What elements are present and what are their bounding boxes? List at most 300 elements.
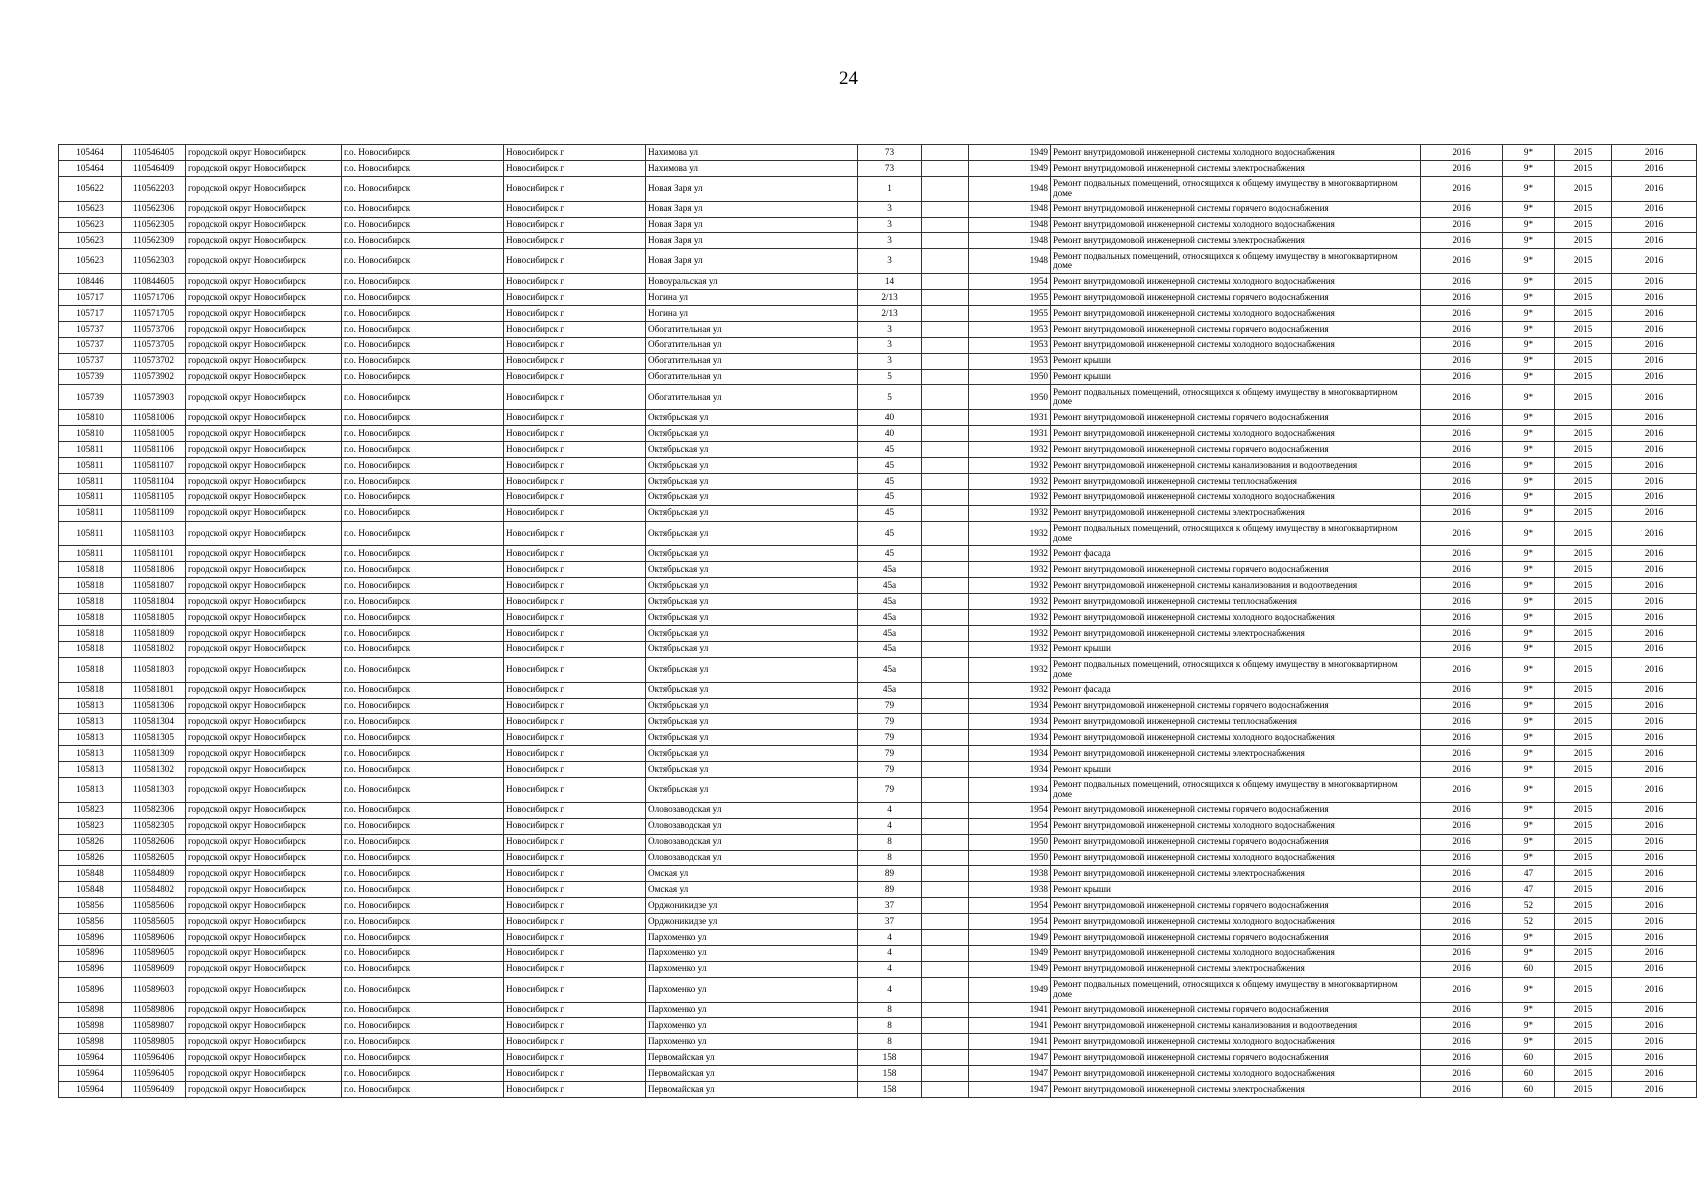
cell-build-year: 1950 — [969, 834, 1051, 850]
cell-count: 9* — [1503, 945, 1555, 961]
cell-start-year: 2015 — [1555, 850, 1612, 866]
cell-municipality: городской округ Новосибирск — [186, 746, 342, 762]
cell-house-id: 105622 — [59, 176, 122, 201]
cell-plan-year: 2016 — [1421, 625, 1503, 641]
cell-street: Октябрьская ул — [646, 698, 858, 714]
table-row — [59, 625, 1697, 641]
cell-settlement: Новосибирск г — [504, 290, 646, 306]
cell-municipal-entity: г.о. Новосибирск — [342, 160, 504, 176]
cell-work-id: 110562306 — [122, 201, 186, 217]
table-row — [59, 777, 1697, 802]
cell-plan-year: 2016 — [1421, 306, 1503, 322]
cell-start-year: 2015 — [1555, 176, 1612, 201]
cell-municipal-entity: г.о. Новосибирск — [342, 762, 504, 778]
cell-extra — [922, 233, 969, 249]
cell-settlement: Новосибирск г — [504, 489, 646, 505]
cell-count: 9* — [1503, 369, 1555, 385]
cell-build-year: 1934 — [969, 777, 1051, 802]
cell-count: 60 — [1503, 1066, 1555, 1082]
cell-end-year: 2016 — [1612, 898, 1697, 914]
cell-start-year: 2015 — [1555, 578, 1612, 594]
cell-count: 9* — [1503, 762, 1555, 778]
table-row — [59, 145, 1697, 161]
cell-house-id: 105964 — [59, 1066, 122, 1082]
cell-municipality: городской округ Новосибирск — [186, 290, 342, 306]
cell-street: Октябрьская ул — [646, 657, 858, 682]
table-row — [59, 698, 1697, 714]
cell-settlement: Новосибирск г — [504, 274, 646, 290]
table-row — [59, 321, 1697, 337]
cell-end-year: 2016 — [1612, 489, 1697, 505]
cell-house-number: 45а — [858, 578, 922, 594]
cell-build-year: 1932 — [969, 641, 1051, 657]
cell-street: Нахимова ул — [646, 160, 858, 176]
cell-plan-year: 2016 — [1421, 682, 1503, 698]
cell-count: 9* — [1503, 714, 1555, 730]
cell-settlement: Новосибирск г — [504, 337, 646, 353]
cell-settlement: Новосибирск г — [504, 625, 646, 641]
cell-street: Октябрьская ул — [646, 426, 858, 442]
cell-municipality: городской округ Новосибирск — [186, 945, 342, 961]
cell-work-type: Ремонт внутридомовой инженерной системы теплоснабжения — [1051, 594, 1421, 610]
cell-settlement: Новосибирск г — [504, 1050, 646, 1066]
cell-extra — [922, 898, 969, 914]
cell-extra — [922, 730, 969, 746]
cell-extra — [922, 698, 969, 714]
cell-house-number: 8 — [858, 1018, 922, 1034]
cell-street: Октябрьская ул — [646, 730, 858, 746]
cell-work-id: 110582305 — [122, 818, 186, 834]
cell-settlement: Новосибирск г — [504, 1018, 646, 1034]
cell-extra — [922, 274, 969, 290]
cell-plan-year: 2016 — [1421, 730, 1503, 746]
cell-count: 9* — [1503, 489, 1555, 505]
cell-work-id: 110562305 — [122, 217, 186, 233]
cell-start-year: 2015 — [1555, 762, 1612, 778]
cell-municipality: городской округ Новосибирск — [186, 426, 342, 442]
cell-build-year: 1934 — [969, 714, 1051, 730]
cell-end-year: 2016 — [1612, 410, 1697, 426]
cell-count: 9* — [1503, 306, 1555, 322]
cell-house-number: 45 — [858, 489, 922, 505]
cell-build-year: 1941 — [969, 1034, 1051, 1050]
table-row — [59, 594, 1697, 610]
table-row — [59, 160, 1697, 176]
cell-work-id: 110581804 — [122, 594, 186, 610]
cell-municipality: городской округ Новосибирск — [186, 201, 342, 217]
cell-house-id: 105898 — [59, 1018, 122, 1034]
cell-end-year: 2016 — [1612, 641, 1697, 657]
cell-street: Оловозаводская ул — [646, 802, 858, 818]
cell-end-year: 2016 — [1612, 473, 1697, 489]
cell-house-id: 105737 — [59, 353, 122, 369]
cell-municipal-entity: г.о. Новосибирск — [342, 625, 504, 641]
cell-count: 9* — [1503, 929, 1555, 945]
cell-work-type: Ремонт внутридомовой инженерной системы горячего водоснабжения — [1051, 834, 1421, 850]
cell-municipal-entity: г.о. Новосибирск — [342, 442, 504, 458]
cell-start-year: 2015 — [1555, 426, 1612, 442]
cell-settlement: Новосибирск г — [504, 714, 646, 730]
cell-extra — [922, 1081, 969, 1097]
cell-street: Первомайская ул — [646, 1050, 858, 1066]
cell-end-year: 2016 — [1612, 176, 1697, 201]
cell-street: Пархоменко ул — [646, 1034, 858, 1050]
cell-street: Октябрьская ул — [646, 410, 858, 426]
cell-municipal-entity: г.о. Новосибирск — [342, 610, 504, 626]
cell-house-number: 79 — [858, 714, 922, 730]
cell-house-number: 45а — [858, 594, 922, 610]
cell-end-year: 2016 — [1612, 802, 1697, 818]
cell-work-type: Ремонт фасада — [1051, 682, 1421, 698]
table-row — [59, 274, 1697, 290]
cell-work-id: 110581807 — [122, 578, 186, 594]
cell-start-year: 2015 — [1555, 625, 1612, 641]
cell-work-type: Ремонт внутридомовой инженерной системы холодного водоснабжения — [1051, 426, 1421, 442]
table-row — [59, 337, 1697, 353]
table-row — [59, 610, 1697, 626]
cell-start-year: 2015 — [1555, 914, 1612, 930]
cell-plan-year: 2016 — [1421, 898, 1503, 914]
cell-municipality: городской округ Новосибирск — [186, 1034, 342, 1050]
cell-end-year: 2016 — [1612, 1081, 1697, 1097]
cell-work-type: Ремонт внутридомовой инженерной системы горячего водоснабжения — [1051, 698, 1421, 714]
cell-work-id: 110581105 — [122, 489, 186, 505]
cell-end-year: 2016 — [1612, 217, 1697, 233]
table-row — [59, 914, 1697, 930]
cell-work-id: 110589806 — [122, 1002, 186, 1018]
cell-municipal-entity: г.о. Новосибирск — [342, 578, 504, 594]
cell-municipality: городской округ Новосибирск — [186, 977, 342, 1002]
cell-house-number: 4 — [858, 802, 922, 818]
cell-end-year: 2016 — [1612, 625, 1697, 641]
cell-plan-year: 2016 — [1421, 176, 1503, 201]
cell-municipality: городской округ Новосибирск — [186, 1050, 342, 1066]
cell-municipality: городской округ Новосибирск — [186, 1002, 342, 1018]
cell-municipal-entity: г.о. Новосибирск — [342, 1034, 504, 1050]
table-row — [59, 1081, 1697, 1097]
cell-house-number: 5 — [858, 369, 922, 385]
cell-house-number: 45а — [858, 682, 922, 698]
table-row — [59, 385, 1697, 410]
cell-street: Октябрьская ул — [646, 746, 858, 762]
cell-house-number: 79 — [858, 730, 922, 746]
cell-count: 9* — [1503, 337, 1555, 353]
cell-extra — [922, 369, 969, 385]
cell-plan-year: 2016 — [1421, 1018, 1503, 1034]
cell-work-id: 110584802 — [122, 882, 186, 898]
cell-work-id: 110581302 — [122, 762, 186, 778]
cell-municipal-entity: г.о. Новосибирск — [342, 546, 504, 562]
cell-plan-year: 2016 — [1421, 337, 1503, 353]
cell-work-type: Ремонт внутридомовой инженерной системы холодного водоснабжения — [1051, 610, 1421, 626]
cell-municipality: городской округ Новосибирск — [186, 714, 342, 730]
cell-house-number: 3 — [858, 321, 922, 337]
cell-municipal-entity: г.о. Новосибирск — [342, 802, 504, 818]
cell-house-id: 105898 — [59, 1034, 122, 1050]
cell-house-id: 108446 — [59, 274, 122, 290]
table-row — [59, 217, 1697, 233]
cell-build-year: 1949 — [969, 145, 1051, 161]
cell-municipal-entity: г.о. Новосибирск — [342, 594, 504, 610]
cell-work-id: 110581005 — [122, 426, 186, 442]
cell-house-number: 14 — [858, 274, 922, 290]
cell-house-id: 105848 — [59, 866, 122, 882]
cell-work-id: 110546405 — [122, 145, 186, 161]
table-row — [59, 682, 1697, 698]
table-row — [59, 1034, 1697, 1050]
cell-municipal-entity: г.о. Новосибирск — [342, 290, 504, 306]
cell-house-number: 3 — [858, 217, 922, 233]
cell-end-year: 2016 — [1612, 777, 1697, 802]
cell-count: 9* — [1503, 625, 1555, 641]
cell-street: Пархоменко ул — [646, 1002, 858, 1018]
cell-work-type: Ремонт внутридомовой инженерной системы электроснабжения — [1051, 961, 1421, 977]
cell-house-number: 45а — [858, 657, 922, 682]
cell-build-year: 1931 — [969, 410, 1051, 426]
cell-municipality: городской округ Новосибирск — [186, 1018, 342, 1034]
cell-build-year: 1932 — [969, 442, 1051, 458]
cell-house-id: 105623 — [59, 249, 122, 274]
cell-municipality: городской округ Новосибирск — [186, 176, 342, 201]
cell-work-id: 110573902 — [122, 369, 186, 385]
table-row — [59, 505, 1697, 521]
table-row — [59, 945, 1697, 961]
cell-house-number: 158 — [858, 1050, 922, 1066]
cell-start-year: 2015 — [1555, 818, 1612, 834]
cell-extra — [922, 426, 969, 442]
cell-extra — [922, 945, 969, 961]
table-row — [59, 746, 1697, 762]
cell-house-id: 105739 — [59, 369, 122, 385]
cell-work-id: 110581104 — [122, 473, 186, 489]
cell-plan-year: 2016 — [1421, 353, 1503, 369]
cell-count: 9* — [1503, 641, 1555, 657]
cell-end-year: 2016 — [1612, 160, 1697, 176]
cell-build-year: 1948 — [969, 201, 1051, 217]
cell-start-year: 2015 — [1555, 945, 1612, 961]
cell-count: 9* — [1503, 521, 1555, 546]
cell-work-type: Ремонт внутридомовой инженерной системы горячего водоснабжения — [1051, 1050, 1421, 1066]
cell-end-year: 2016 — [1612, 578, 1697, 594]
cell-street: Обогатительная ул — [646, 385, 858, 410]
cell-build-year: 1947 — [969, 1066, 1051, 1082]
cell-street: Оловозаводская ул — [646, 850, 858, 866]
cell-settlement: Новосибирск г — [504, 233, 646, 249]
cell-settlement: Новосибирск г — [504, 610, 646, 626]
cell-work-type: Ремонт внутридомовой инженерной системы холодного водоснабжения — [1051, 337, 1421, 353]
cell-settlement: Новосибирск г — [504, 850, 646, 866]
cell-work-type: Ремонт внутридомовой инженерной системы горячего водоснабжения — [1051, 898, 1421, 914]
cell-plan-year: 2016 — [1421, 521, 1503, 546]
cell-plan-year: 2016 — [1421, 233, 1503, 249]
cell-count: 9* — [1503, 385, 1555, 410]
cell-extra — [922, 201, 969, 217]
cell-plan-year: 2016 — [1421, 1050, 1503, 1066]
cell-street: Новоуральская ул — [646, 274, 858, 290]
cell-work-type: Ремонт внутридомовой инженерной системы холодного водоснабжения — [1051, 730, 1421, 746]
cell-plan-year: 2016 — [1421, 505, 1503, 521]
table-row — [59, 730, 1697, 746]
cell-settlement: Новосибирск г — [504, 201, 646, 217]
cell-end-year: 2016 — [1612, 594, 1697, 610]
cell-street: Обогатительная ул — [646, 321, 858, 337]
table-row — [59, 201, 1697, 217]
cell-municipal-entity: г.о. Новосибирск — [342, 176, 504, 201]
cell-count: 9* — [1503, 834, 1555, 850]
cell-count: 9* — [1503, 201, 1555, 217]
cell-end-year: 2016 — [1612, 505, 1697, 521]
table-row — [59, 866, 1697, 882]
cell-extra — [922, 961, 969, 977]
cell-extra — [922, 290, 969, 306]
table-row — [59, 802, 1697, 818]
cell-house-id: 105813 — [59, 777, 122, 802]
cell-house-id: 105737 — [59, 321, 122, 337]
cell-house-id: 105813 — [59, 714, 122, 730]
cell-work-id: 110589606 — [122, 929, 186, 945]
cell-settlement: Новосибирск г — [504, 473, 646, 489]
cell-plan-year: 2016 — [1421, 160, 1503, 176]
cell-house-id: 105813 — [59, 730, 122, 746]
cell-municipal-entity: г.о. Новосибирск — [342, 641, 504, 657]
cell-start-year: 2015 — [1555, 682, 1612, 698]
cell-settlement: Новосибирск г — [504, 777, 646, 802]
cell-settlement: Новосибирск г — [504, 217, 646, 233]
cell-municipal-entity: г.о. Новосибирск — [342, 489, 504, 505]
cell-plan-year: 2016 — [1421, 714, 1503, 730]
cell-build-year: 1953 — [969, 353, 1051, 369]
cell-count: 9* — [1503, 698, 1555, 714]
cell-work-type: Ремонт внутридомовой инженерной системы теплоснабжения — [1051, 473, 1421, 489]
cell-end-year: 2016 — [1612, 369, 1697, 385]
cell-house-number: 45 — [858, 473, 922, 489]
cell-street: Новая Заря ул — [646, 233, 858, 249]
cell-extra — [922, 410, 969, 426]
cell-plan-year: 2016 — [1421, 385, 1503, 410]
cell-house-id: 105810 — [59, 426, 122, 442]
cell-municipality: городской округ Новосибирск — [186, 410, 342, 426]
cell-municipal-entity: г.о. Новосибирск — [342, 882, 504, 898]
table-row — [59, 762, 1697, 778]
table-row — [59, 426, 1697, 442]
cell-street: Пархоменко ул — [646, 945, 858, 961]
cell-house-number: 89 — [858, 866, 922, 882]
cell-settlement: Новосибирск г — [504, 802, 646, 818]
cell-build-year: 1950 — [969, 850, 1051, 866]
cell-count: 9* — [1503, 233, 1555, 249]
cell-street: Пархоменко ул — [646, 1018, 858, 1034]
cell-plan-year: 2016 — [1421, 369, 1503, 385]
cell-municipal-entity: г.о. Новосибирск — [342, 961, 504, 977]
cell-end-year: 2016 — [1612, 610, 1697, 626]
cell-work-type: Ремонт внутридомовой инженерной системы холодного водоснабжения — [1051, 489, 1421, 505]
cell-settlement: Новосибирск г — [504, 562, 646, 578]
cell-settlement: Новосибирск г — [504, 834, 646, 850]
cell-house-number: 45 — [858, 521, 922, 546]
cell-municipal-entity: г.о. Новосибирск — [342, 458, 504, 474]
cell-work-id: 110581803 — [122, 657, 186, 682]
cell-municipal-entity: г.о. Новосибирск — [342, 217, 504, 233]
cell-count: 60 — [1503, 1050, 1555, 1066]
cell-house-id: 105818 — [59, 657, 122, 682]
cell-work-type: Ремонт внутридомовой инженерной системы канализования и водоотведения — [1051, 458, 1421, 474]
cell-settlement: Новосибирск г — [504, 1034, 646, 1050]
cell-municipal-entity: г.о. Новосибирск — [342, 834, 504, 850]
table-row — [59, 1050, 1697, 1066]
cell-count: 9* — [1503, 458, 1555, 474]
cell-settlement: Новосибирск г — [504, 176, 646, 201]
cell-plan-year: 2016 — [1421, 657, 1503, 682]
cell-start-year: 2015 — [1555, 594, 1612, 610]
cell-work-type: Ремонт внутридомовой инженерной системы канализования и водоотведения — [1051, 578, 1421, 594]
cell-house-id: 105823 — [59, 802, 122, 818]
cell-work-type: Ремонт внутридомовой инженерной системы электроснабжения — [1051, 866, 1421, 882]
cell-count: 9* — [1503, 160, 1555, 176]
cell-count: 60 — [1503, 961, 1555, 977]
cell-house-id: 105810 — [59, 410, 122, 426]
cell-end-year: 2016 — [1612, 945, 1697, 961]
table-row — [59, 353, 1697, 369]
cell-work-type: Ремонт внутридомовой инженерной системы электроснабжения — [1051, 505, 1421, 521]
cell-start-year: 2015 — [1555, 929, 1612, 945]
table-row — [59, 290, 1697, 306]
cell-work-type: Ремонт крыши — [1051, 882, 1421, 898]
cell-plan-year: 2016 — [1421, 850, 1503, 866]
cell-count: 9* — [1503, 682, 1555, 698]
cell-house-id: 105464 — [59, 145, 122, 161]
table-row — [59, 369, 1697, 385]
cell-street: Октябрьская ул — [646, 505, 858, 521]
cell-work-id: 110589609 — [122, 961, 186, 977]
cell-work-id: 110581802 — [122, 641, 186, 657]
cell-street: Октябрьская ул — [646, 610, 858, 626]
cell-work-type: Ремонт внутридомовой инженерной системы холодного водоснабжения — [1051, 1034, 1421, 1050]
cell-start-year: 2015 — [1555, 321, 1612, 337]
cell-build-year: 1949 — [969, 160, 1051, 176]
cell-count: 9* — [1503, 777, 1555, 802]
cell-plan-year: 2016 — [1421, 762, 1503, 778]
cell-municipal-entity: г.о. Новосибирск — [342, 473, 504, 489]
cell-settlement: Новосибирск г — [504, 730, 646, 746]
cell-start-year: 2015 — [1555, 546, 1612, 562]
cell-work-type: Ремонт подвальных помещений, относящихся к общему имуществу в многоквартирном доме — [1051, 977, 1421, 1002]
cell-extra — [922, 321, 969, 337]
cell-start-year: 2015 — [1555, 610, 1612, 626]
cell-house-number: 8 — [858, 1002, 922, 1018]
cell-work-type: Ремонт внутридомовой инженерной системы электроснабжения — [1051, 625, 1421, 641]
cell-street: Октябрьская ул — [646, 777, 858, 802]
cell-street: Октябрьская ул — [646, 578, 858, 594]
cell-build-year: 1934 — [969, 698, 1051, 714]
cell-work-type: Ремонт внутридомовой инженерной системы холодного водоснабжения — [1051, 1066, 1421, 1082]
cell-end-year: 2016 — [1612, 385, 1697, 410]
cell-start-year: 2015 — [1555, 385, 1612, 410]
cell-work-id: 110581801 — [122, 682, 186, 698]
cell-start-year: 2015 — [1555, 961, 1612, 977]
cell-house-number: 4 — [858, 961, 922, 977]
cell-start-year: 2015 — [1555, 977, 1612, 1002]
cell-work-id: 110581809 — [122, 625, 186, 641]
cell-plan-year: 2016 — [1421, 321, 1503, 337]
cell-count: 9* — [1503, 818, 1555, 834]
cell-start-year: 2015 — [1555, 777, 1612, 802]
cell-work-id: 110582306 — [122, 802, 186, 818]
cell-house-id: 105818 — [59, 610, 122, 626]
cell-house-number: 45 — [858, 546, 922, 562]
cell-house-number: 5 — [858, 385, 922, 410]
cell-build-year: 1932 — [969, 458, 1051, 474]
cell-house-number: 3 — [858, 233, 922, 249]
